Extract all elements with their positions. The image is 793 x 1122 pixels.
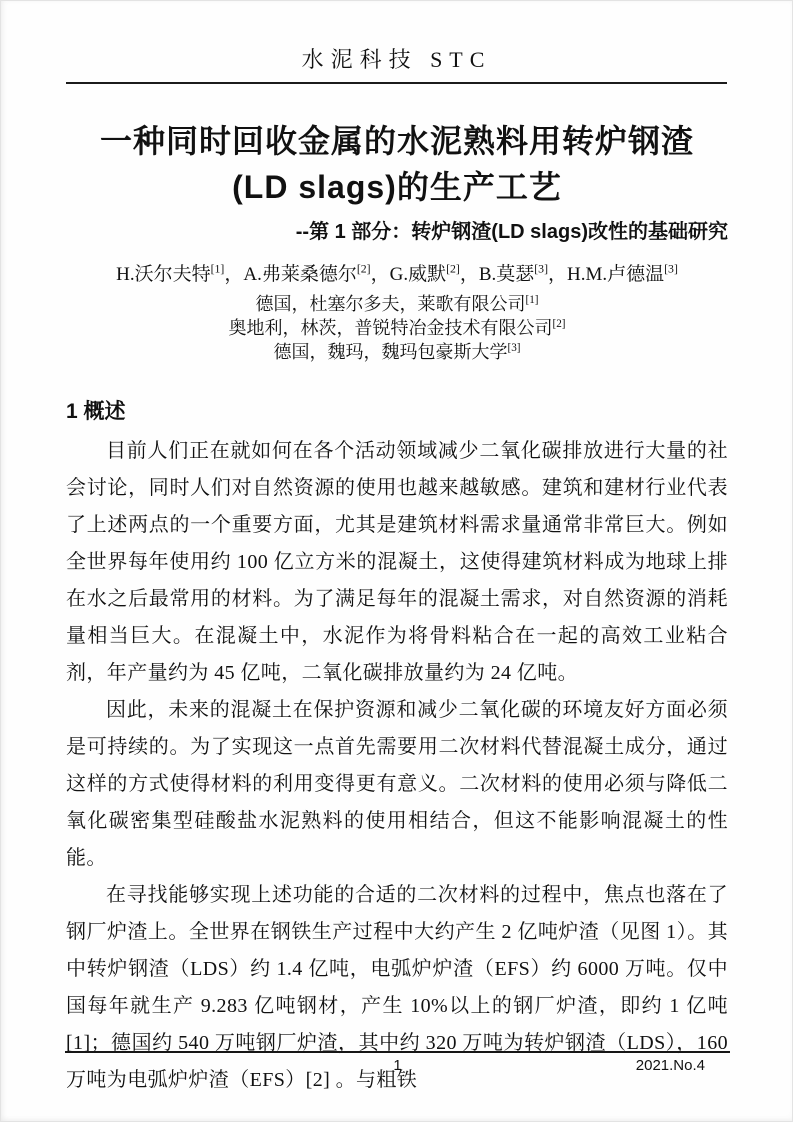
page-number: 1 bbox=[393, 1057, 402, 1074]
affiliation-text: 奥地利，林茨，普锐特冶金技术有限公司 bbox=[228, 318, 553, 338]
author-name: A.弗莱桑德尔 bbox=[243, 264, 357, 285]
author-name: H.M.卢德温 bbox=[567, 264, 665, 285]
header-rule bbox=[66, 82, 727, 84]
author-superscript: [3] bbox=[664, 262, 678, 276]
body-text bbox=[66, 433, 728, 1099]
affiliation-text: 德国，杜塞尔多夫，莱歌有限公司 bbox=[255, 294, 526, 314]
author-separator: ， bbox=[459, 264, 479, 285]
author-superscript: [1] bbox=[210, 262, 225, 276]
author-separator: ， bbox=[224, 264, 244, 285]
journal-name: 水泥科技 STC bbox=[301, 47, 492, 72]
author-separator: ， bbox=[370, 264, 390, 285]
affiliation-superscript: [1] bbox=[525, 294, 539, 306]
affiliation-line bbox=[66, 340, 728, 364]
author-name: B.莫瑟 bbox=[478, 264, 535, 285]
affiliation-line bbox=[66, 316, 728, 340]
author-list bbox=[66, 262, 728, 288]
paper-subtitle: --第 1 部分：转炉钢渣(LD slags)改性的基础研究 bbox=[295, 221, 728, 243]
affiliation-list bbox=[66, 292, 728, 364]
author-superscript: [3] bbox=[534, 262, 548, 276]
paper-title-line2: (LD slags)的生产工艺 bbox=[232, 169, 562, 205]
affiliation-text: 德国，魏玛，魏玛包豪斯大学 bbox=[273, 342, 508, 362]
paper-title bbox=[66, 118, 728, 210]
affiliation-line bbox=[66, 292, 728, 316]
author-superscript: [2] bbox=[356, 262, 371, 276]
body-paragraph: 在寻找能够实现上述功能的合适的二次材料的过程中，焦点也落在了钢厂炉渣上。全世界在钢铁生产过程中大约产生 2 亿吨炉渣（见图 1）。其中转炉钢渣（LDS）约 1.4 亿吨，电弧炉炉渣（EFS）约 6000 万吨。仅中国每年就生产 9.283 亿吨钢材，产生 10%以上的钢厂炉渣，即约 1 亿吨[1]；德国约 540 万吨钢厂炉渣，其中约 320 万吨为转炉钢渣（LDS），160 万吨为电弧炉炉渣（EFS）[2] 。与粗铁 bbox=[66, 884, 728, 1091]
body-paragraph: 因此，未来的混凝土在保护资源和减少二氧化碳的环境友好方面必须是可持续的。为了实现这一点首先需要用二次材料代替混凝土成分，通过这样的方式使得材料的利用变得更有意义。二次材料的使用必须与降低二氧化碳密集型硅酸盐水泥熟料的使用相结合，但这不能影响混凝土的性能。 bbox=[66, 699, 728, 869]
section-heading: 1 概述 bbox=[66, 400, 126, 423]
author-name: H.沃尔夫特 bbox=[116, 264, 211, 285]
page-footer bbox=[65, 1051, 730, 1079]
body-paragraph: 目前人们正在就如何在各个活动领域减少二氧化碳排放进行大量的社会讨论，同时人们对自然资源的使用也越来越敏感。建筑和建材行业代表了上述两点的一个重要方面，尤其是建筑材料需求量通常非常巨大。例如全世界每年使用约 100 亿立方米的混凝土，这使得建筑材料成为地球上排在水之后最常用的材料。为了满足每年的混凝土需求，对自然资源的消耗量相当巨大。在混凝土中，水泥作为将骨料粘合在一起的高效工业粘合剂，年产量约为 45 亿吨，二氧化碳排放量约为 24 亿吨。 bbox=[66, 440, 728, 684]
paper-title-line1: 一种同时回收金属的水泥熟料用转炉钢渣 bbox=[99, 123, 694, 159]
author-name: G.威默 bbox=[389, 264, 447, 285]
affiliation-superscript: [3] bbox=[507, 342, 521, 354]
author-separator: ， bbox=[548, 264, 568, 285]
issue-label: 2021.No.4 bbox=[635, 1057, 705, 1074]
affiliation-superscript: [2] bbox=[552, 318, 566, 330]
author-superscript: [2] bbox=[446, 262, 460, 276]
